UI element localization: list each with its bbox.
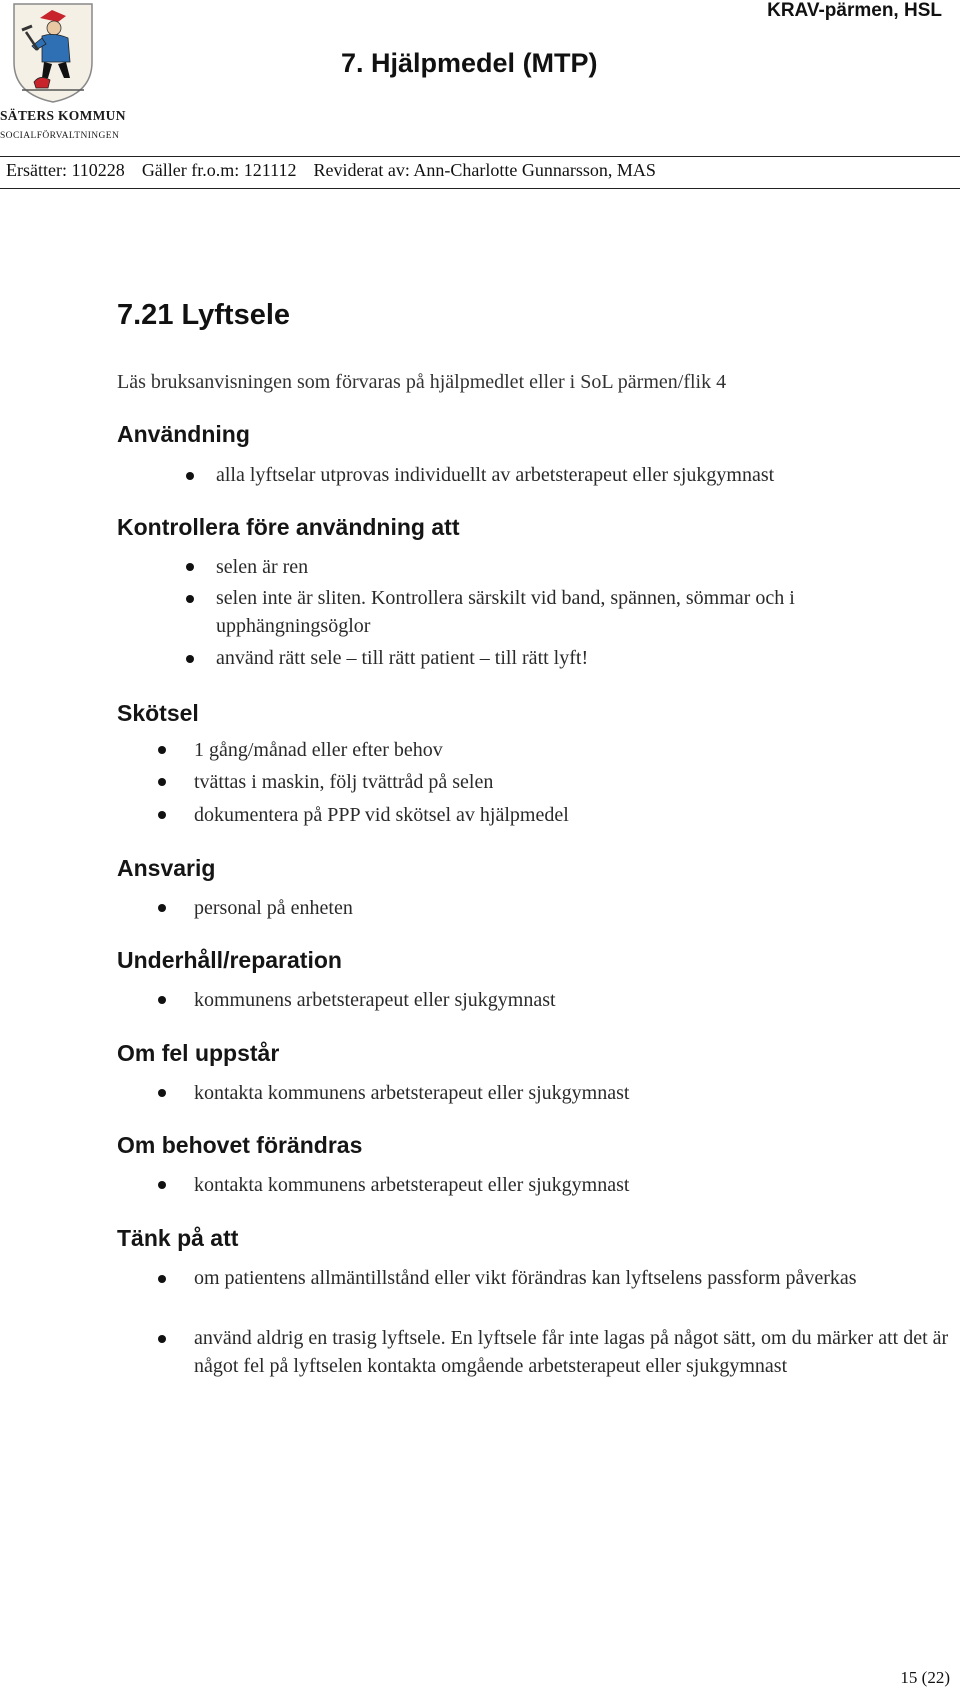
maintenance-heading: Underhåll/reparation	[117, 947, 342, 973]
bullet-icon	[158, 778, 166, 786]
replaces-date: Ersätter: 110228	[6, 160, 125, 180]
remember-item: om patientens allmäntillstånd eller vikt förändras kan lyftselens passform påverkas	[194, 1267, 857, 1289]
maintenance-item: kommunens arbetsterapeut eller sjukgymnast	[194, 989, 556, 1011]
bullet-icon	[158, 811, 166, 819]
care-item: tvättas i maskin, följ tvättråd på selen	[194, 771, 494, 793]
coat-of-arms-icon	[12, 2, 94, 104]
bullet-icon	[158, 1335, 166, 1343]
bullet-icon	[158, 996, 166, 1004]
bullet-icon	[158, 746, 166, 754]
need-change-item: kontakta kommunens arbetsterapeut eller sjukgymnast	[194, 1174, 630, 1196]
bullet-icon	[158, 1181, 166, 1189]
page-number: 15 (22)	[900, 1668, 950, 1687]
bullet-icon	[186, 655, 194, 663]
responsible-heading: Ansvarig	[117, 855, 216, 881]
check-before-heading: Kontrollera före användning att	[117, 514, 460, 540]
bullet-icon	[158, 1089, 166, 1097]
section-title: 7.21 Lyftsele	[117, 299, 291, 331]
check-item: använd rätt sele – till rätt patient – till rätt lyft!	[216, 647, 589, 669]
care-heading: Skötsel	[117, 700, 199, 726]
bullet-icon	[158, 1275, 166, 1283]
bullet-icon	[186, 595, 194, 603]
fault-heading: Om fel uppstår	[117, 1040, 280, 1066]
remember-item: använd aldrig en trasig lyftsele. En lyftsele får inte lagas på något sätt, om du märker att det är något fel på lyftselen kontakta omgående arbetsterapeut eller sjukgymnast	[194, 1327, 949, 1377]
bullet-icon	[186, 563, 194, 571]
bullet-icon	[186, 472, 194, 480]
org-department: SOCIALFÖRVALTNINGEN	[0, 131, 120, 141]
municipality-logo	[0, 0, 130, 150]
care-item: 1 gång/månad eller efter behov	[194, 739, 443, 761]
header-divider-bottom	[0, 188, 960, 189]
remember-heading: Tänk på att	[117, 1225, 239, 1251]
bullet-icon	[158, 904, 166, 912]
header-divider-top	[0, 156, 960, 157]
intro-text: Läs bruksanvisningen som förvaras på hjälpmedlet eller i SoL pärmen/flik 4	[117, 371, 727, 393]
need-change-heading: Om behovet förändras	[117, 1132, 363, 1158]
care-item: dokumentera på PPP vid skötsel av hjälpmedel	[194, 804, 569, 826]
document-meta	[6, 160, 656, 181]
usage-heading: Användning	[117, 421, 250, 447]
check-item: selen inte är sliten. Kontrollera särskilt vid band, spännen, sömmar och i upphängningsöglor	[216, 587, 795, 637]
chapter-title: 7. Hjälpmedel (MTP)	[341, 48, 598, 78]
check-item: selen är ren	[216, 556, 309, 578]
fault-item: kontakta kommunens arbetsterapeut eller sjukgymnast	[194, 1082, 630, 1104]
responsible-item: personal på enheten	[194, 897, 353, 919]
usage-item: alla lyftselar utprovas individuellt av arbetsterapeut eller sjukgymnast	[216, 464, 775, 486]
binder-name: KRAV-pärmen, HSL	[767, 0, 942, 21]
revised-by: Reviderat av: Ann-Charlotte Gunnarsson, MAS	[313, 160, 656, 180]
org-name: SÄTERS KOMMUN	[0, 108, 126, 123]
valid-from-date: Gäller fr.o.m: 121112	[141, 160, 297, 180]
